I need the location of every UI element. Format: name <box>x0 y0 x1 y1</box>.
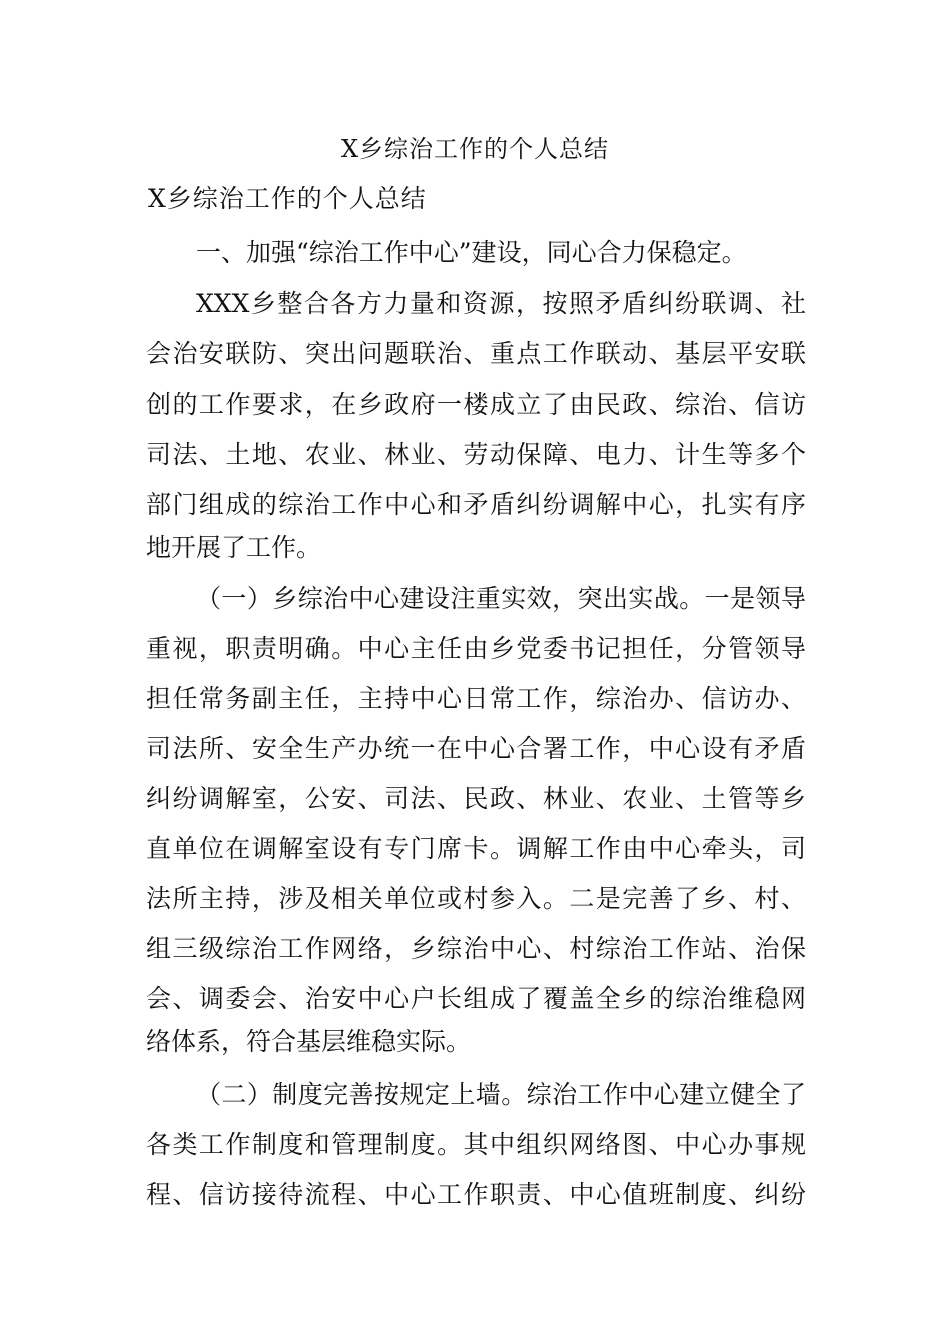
body-line: 部门组成的综治工作中心和矛盾纠纷调解中心，扎实有序 <box>146 490 806 519</box>
body-line: （一）乡综治中心建设注重实效，突出实战。一是领导 <box>196 584 806 613</box>
body-line: 各类工作制度和管理制度。其中组织网络图、中心办事规 <box>146 1130 806 1159</box>
body-line: 会、调委会、治安中心户长组成了覆盖全乡的综治维稳网 <box>146 984 806 1013</box>
body-line: （二）制度完善按规定上墙。综治工作中心建立健全了 <box>196 1080 806 1109</box>
body-line: 重视，职责明确。中心主任由乡党委书记担任，分管领导 <box>146 634 806 663</box>
document-title: X乡综治工作的个人总结 <box>340 135 610 163</box>
body-line: 地开展了工作。 <box>146 533 322 562</box>
document-subtitle: X乡综治工作的个人总结 <box>148 184 427 213</box>
body-line: 创的工作要求，在乡政府一楼成立了由民政、综治、信访 <box>146 390 806 419</box>
body-line: 担任常务副主任，主持中心日常工作，综治办、信访办、 <box>146 684 806 713</box>
body-line: 直单位在调解室设有专门席卡。调解工作由中心牵头，司 <box>146 834 806 863</box>
section-heading-1: 一、加强“综治工作中心”建设，同心合力保稳定。 <box>196 238 747 267</box>
body-line: 络体系，符合基层维稳实际。 <box>146 1027 472 1056</box>
body-line: XXX乡整合各方力量和资源，按照矛盾纠纷联调、社 <box>196 289 806 318</box>
body-line: 会治安联防、突出问题联治、重点工作联动、基层平安联 <box>146 339 806 368</box>
body-line: 程、信访接待流程、中心工作职责、中心值班制度、纠纷 <box>146 1180 806 1209</box>
body-line: 法所主持，涉及相关单位或村参入。二是完善了乡、村、 <box>146 884 806 913</box>
body-line: 司法所、安全生产办统一在中心合署工作，中心设有矛盾 <box>146 734 806 763</box>
body-line: 司法、土地、农业、林业、劳动保障、电力、计生等多个 <box>146 440 806 469</box>
body-line: 组三级综治工作网络，乡综治中心、村综治工作站、治保 <box>146 934 806 963</box>
body-line: 纠纷调解室，公安、司法、民政、林业、农业、土管等乡 <box>146 784 806 813</box>
